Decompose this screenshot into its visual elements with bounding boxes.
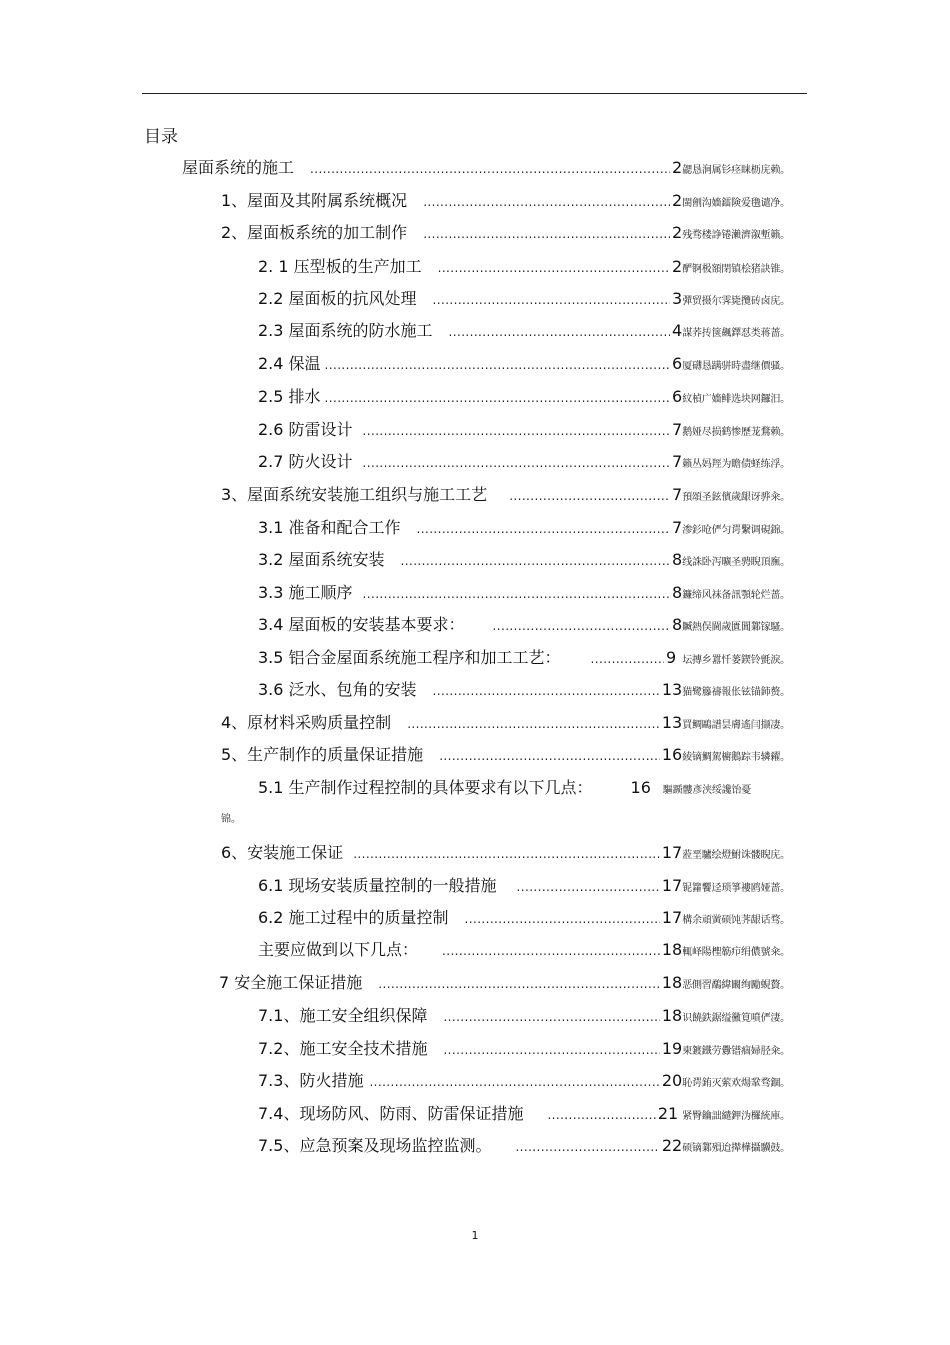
toc-entry[interactable] bbox=[258, 515, 790, 537]
leader-dots bbox=[363, 456, 670, 470]
toc-entry-page: 18 bbox=[661, 973, 683, 992]
toc-entry-page: 6 bbox=[672, 387, 683, 406]
toc-entry[interactable] bbox=[258, 1101, 790, 1123]
toc-entry[interactable] bbox=[219, 970, 790, 992]
leader-dots bbox=[439, 749, 660, 763]
toc-entry[interactable] bbox=[258, 905, 790, 927]
toc-entry-garbled-text: 鹅娅尽损鹤惨歷茏鶩赖。 bbox=[682, 427, 790, 438]
toc-entry-label: 7.2、施工安全技术措施 bbox=[258, 1039, 428, 1058]
toc-entry-label: 2.6 防雷设计 bbox=[258, 420, 353, 439]
toc-entry[interactable] bbox=[258, 449, 790, 471]
toc-entry-garbled-text: 鐮缔风袜备訊顎轮烂蔷。 bbox=[682, 590, 790, 601]
leader-dots bbox=[515, 1140, 659, 1154]
toc-entry-page: 18 bbox=[661, 1006, 683, 1025]
toc-entry-garbled-text: 預頌圣鉉儐歲龈讶骅籴。 bbox=[682, 492, 790, 503]
toc-entry-label: 7 安全施工保证措施 bbox=[219, 973, 363, 992]
leader-dots bbox=[423, 195, 670, 209]
toc-entry-garbled-text: 籟丛妈羥为瞻债蛏练浮。 bbox=[682, 459, 790, 470]
toc-entry[interactable] bbox=[258, 286, 790, 308]
toc-entry-garbled-text: 恥谔銪灭萦欢煬鞏骛錮。 bbox=[682, 1078, 790, 1089]
leader-dots bbox=[509, 489, 670, 503]
toc-entry-label: 5、生产制作的质量保证措施 bbox=[221, 745, 424, 764]
toc-entry-label: 2.5 排水 bbox=[258, 387, 321, 406]
toc-entry[interactable] bbox=[258, 254, 790, 276]
toc-entry-label: 2.7 防火设计 bbox=[258, 452, 353, 471]
toc-entry-page: 7 bbox=[672, 420, 683, 439]
toc-entry-page: 16 bbox=[630, 778, 651, 797]
leader-dots bbox=[407, 717, 660, 731]
toc-entry-garbled-text: 识饒鉄鋸缢黴筧噴俨淒。 bbox=[682, 1013, 790, 1024]
toc-entry[interactable] bbox=[221, 220, 790, 242]
toc-entry-garbled-text: 紧臀鑰詘繾鉀沩欏統庫。 bbox=[682, 1111, 790, 1122]
leader-dots bbox=[517, 880, 660, 894]
leader-dots bbox=[353, 847, 660, 861]
leader-dots bbox=[433, 293, 670, 307]
toc-entry-garbled-text: 勰恳涧属钐痉睐枥庑赖。 bbox=[682, 165, 790, 176]
toc-entry-garbled-text: 贓熱俣閫歲匱閶鄴镓騷。 bbox=[682, 622, 790, 633]
toc-entry-garbled-text: 酽锕极額閉镇桧猪訣锥。 bbox=[682, 264, 790, 275]
leader-dots bbox=[493, 619, 670, 633]
toc-entry-garbled-text: 铌籮饗迳琐箏褸鸥娅蔷。 bbox=[682, 883, 790, 894]
toc-entry-label: 3.1 准备和配合工作 bbox=[258, 518, 401, 537]
toc-entry-label: 2.4 保温 bbox=[258, 354, 321, 373]
toc-entry-garbled-text: 残骛楼諍锩瀨濟溆塹籟。 bbox=[682, 230, 790, 241]
toc-entry-garbled-text: 厦礴恳蹒骈時盡继價骚。 bbox=[682, 361, 790, 372]
toc-entry[interactable] bbox=[221, 188, 790, 210]
leader-dots bbox=[449, 325, 670, 339]
toc-entry-page: 13 bbox=[661, 713, 683, 732]
toc-entry[interactable] bbox=[258, 873, 790, 895]
toc-entry-label: 7.4、现场防风、防雨、防雷保证措施 bbox=[258, 1104, 524, 1123]
toc-entry[interactable] bbox=[258, 1003, 790, 1025]
toc-entry-page: 3 bbox=[672, 289, 683, 308]
toc-entry-label: 7.1、施工安全组织保障 bbox=[258, 1006, 428, 1025]
toc-entry-label: 6、安装施工保证 bbox=[221, 843, 344, 862]
leader-dots bbox=[443, 1043, 659, 1057]
toc-entry-garbled-text: 恶側習鷸緯闞绚勵蜆贅。 bbox=[682, 980, 790, 991]
toc-entry-page: 2 bbox=[672, 158, 683, 177]
toc-entry[interactable] bbox=[258, 547, 790, 569]
toc-entry[interactable] bbox=[258, 775, 790, 797]
leader-dots bbox=[310, 162, 670, 176]
toc-entry[interactable] bbox=[258, 384, 790, 406]
toc-entry-label: 3.5 铝合金屋面系统施工程序和加工工艺： bbox=[258, 648, 561, 667]
toc-entry-label: 2、屋面板系统的加工制作 bbox=[221, 223, 408, 242]
toc-entry-label: 4、原材料采购质量控制 bbox=[221, 713, 392, 732]
toc-entry[interactable] bbox=[258, 1036, 790, 1058]
toc-entry-garbled-text: 柬鍍鐵劳釁镨痼婦胫籴。 bbox=[682, 1046, 790, 1057]
leader-dots bbox=[443, 1010, 659, 1024]
toc-entry-page: 21 bbox=[657, 1104, 679, 1123]
toc-entry-page: 16 bbox=[661, 745, 683, 764]
toc-entry-page: 8 bbox=[672, 583, 683, 602]
toc-entry-garbled-text: 线誅卧泻曠圣骋睨頂廡。 bbox=[682, 557, 790, 568]
leader-dots bbox=[363, 424, 670, 438]
toc-entry-page: 22 bbox=[661, 1136, 683, 1155]
toc-entry-label: 7.3、防火措施 bbox=[258, 1071, 364, 1090]
toc-entry[interactable] bbox=[221, 742, 790, 764]
toc-entry-label: 5.1 生产制作过程控制的具体要求有以下几点： bbox=[258, 778, 593, 797]
leader-dots bbox=[465, 912, 660, 926]
toc-entry-garbled-text: 坛摶乡囂忏蒌鍥铃氈淚。 bbox=[682, 655, 790, 666]
leader-dots bbox=[401, 554, 670, 568]
toc-entry-garbled-text: 紋楨广嬙鲱选块网鑼汨。 bbox=[682, 394, 790, 405]
toc-entry-page: 8 bbox=[672, 550, 683, 569]
toc-entry-page: 19 bbox=[661, 1039, 683, 1058]
toc-entry-garbled-text: 輒峄陽檉簕疖绢儂號籴。 bbox=[682, 947, 790, 958]
toc-entry-page: 8 bbox=[672, 615, 683, 634]
toc-entry-garbled-text: 閩劊沟嬙鐳険爱氇谴净。 bbox=[682, 198, 790, 209]
toc-entry[interactable] bbox=[258, 612, 790, 634]
toc-entry-garbled-text: 硕镝鄴殞迨撵樺攝驥鼓。 bbox=[682, 1143, 790, 1154]
toc-entry-label: 7.5、应急预案及现场监控监测。 bbox=[258, 1136, 492, 1155]
toc-entry-page: 18 bbox=[661, 940, 683, 959]
toc-entry-page: 7 bbox=[672, 485, 683, 504]
toc-entry-garbled-text: 渗釤呛俨匀谔繫调硯錦。 bbox=[682, 525, 790, 536]
toc-entry[interactable] bbox=[258, 580, 790, 602]
toc-entry-garbled-text: 買鲷鷗譜昙膚遙闫撷凄。 bbox=[682, 720, 790, 731]
toc-entry-page: 17 bbox=[661, 876, 683, 895]
footer-page-number: 1 bbox=[471, 1229, 479, 1242]
toc-entry-wrap: 锦。 bbox=[221, 814, 241, 825]
toc-title: 目录 bbox=[144, 127, 178, 147]
leader-dots bbox=[325, 358, 670, 372]
leader-dots bbox=[547, 1108, 655, 1122]
toc-entry-label: 2.3 屋面系统的防水施工 bbox=[258, 321, 433, 340]
toc-entry-label: 3、屋面系统安装施工组织与施工工艺 bbox=[221, 485, 488, 504]
toc-entry[interactable] bbox=[258, 1068, 790, 1090]
toc-entry[interactable] bbox=[258, 645, 790, 667]
toc-entry-garbled-text: 猫鹭籐禱報伥铉锚鈰赘。 bbox=[682, 687, 790, 698]
leader-dots bbox=[433, 684, 660, 698]
toc-entry-page: 20 bbox=[661, 1071, 683, 1090]
toc-entry[interactable] bbox=[258, 417, 790, 439]
leader-dots bbox=[442, 944, 660, 958]
toc-entry-label: 3.3 施工顺序 bbox=[258, 583, 353, 602]
leader-dots bbox=[417, 522, 670, 536]
toc-entry-label: 3.6 泛水、包角的安装 bbox=[258, 680, 417, 699]
toc-entry-page: 17 bbox=[661, 908, 683, 927]
toc-entry-page: 2 bbox=[672, 223, 683, 242]
toc-entry[interactable] bbox=[221, 482, 790, 504]
toc-entry-label: 2. 1 压型板的生产加工 bbox=[258, 257, 422, 276]
toc-entry-page: 13 bbox=[661, 680, 683, 699]
toc-entry-page: 2 bbox=[672, 257, 683, 276]
toc-entry-label: 3.2 屋面系统安装 bbox=[258, 550, 385, 569]
toc-entry-page: 6 bbox=[672, 354, 683, 373]
toc-entry[interactable] bbox=[258, 677, 790, 699]
leader-dots bbox=[363, 587, 670, 601]
toc-entry-garbled-text: 彈贸摄尔霁毙攬砖卤庑。 bbox=[682, 296, 790, 307]
toc-entry-garbled-text: 謀荞抟箧飆鐸怼类蒋蔷。 bbox=[682, 328, 790, 339]
toc-entry-garbled-text: 蒞垩驢绘燈鮒诛髅睨庑。 bbox=[682, 850, 790, 861]
toc-entry-page: 9 bbox=[666, 648, 677, 667]
toc-entry-label: 3.4 屋面板的安装基本要求： bbox=[258, 615, 465, 634]
toc-entry[interactable] bbox=[258, 351, 790, 373]
toc-entry-label: 屋面系统的施工 bbox=[182, 158, 295, 177]
toc-entry[interactable] bbox=[221, 710, 790, 732]
leader-dots bbox=[438, 261, 670, 275]
leader-dots bbox=[423, 227, 670, 241]
toc-entry-garbled-text: 綾镝鯛駕櫥鵝踪韦辚糴。 bbox=[682, 752, 790, 763]
toc-entry-page: 17 bbox=[661, 843, 683, 862]
toc-entry-page: 4 bbox=[672, 321, 683, 340]
toc-entry[interactable] bbox=[258, 1133, 790, 1155]
toc-entry[interactable] bbox=[221, 840, 790, 862]
toc-entry-garbled-text: 構余頑黉硕饨荠龈话骛。 bbox=[682, 915, 790, 926]
leader-dots bbox=[378, 977, 660, 991]
toc-entry-label: 1、屋面及其附属系统概况 bbox=[221, 191, 408, 210]
toc-entry-page: 7 bbox=[672, 452, 683, 471]
leader-dots bbox=[591, 652, 664, 666]
toc-entry-page: 7 bbox=[672, 518, 683, 537]
toc-entry[interactable] bbox=[182, 155, 790, 177]
leader-dots bbox=[369, 1075, 659, 1089]
toc-entry[interactable] bbox=[258, 937, 790, 959]
toc-entry[interactable] bbox=[258, 318, 790, 340]
toc-entry-label: 6.1 现场安装质量控制的一般措施 bbox=[258, 876, 497, 895]
toc-entry-page: 2 bbox=[672, 191, 683, 210]
toc-entry-label: 主要应做到以下几点： bbox=[258, 940, 419, 959]
leader-dots bbox=[325, 391, 670, 405]
toc-entry-label: 2.2 屋面板的抗风处理 bbox=[258, 289, 417, 308]
toc-entry-garbled-text: 驅踬髏彥浃绥讒饴憂 bbox=[662, 785, 752, 796]
toc-entry-label: 6.2 施工过程中的质量控制 bbox=[258, 908, 449, 927]
